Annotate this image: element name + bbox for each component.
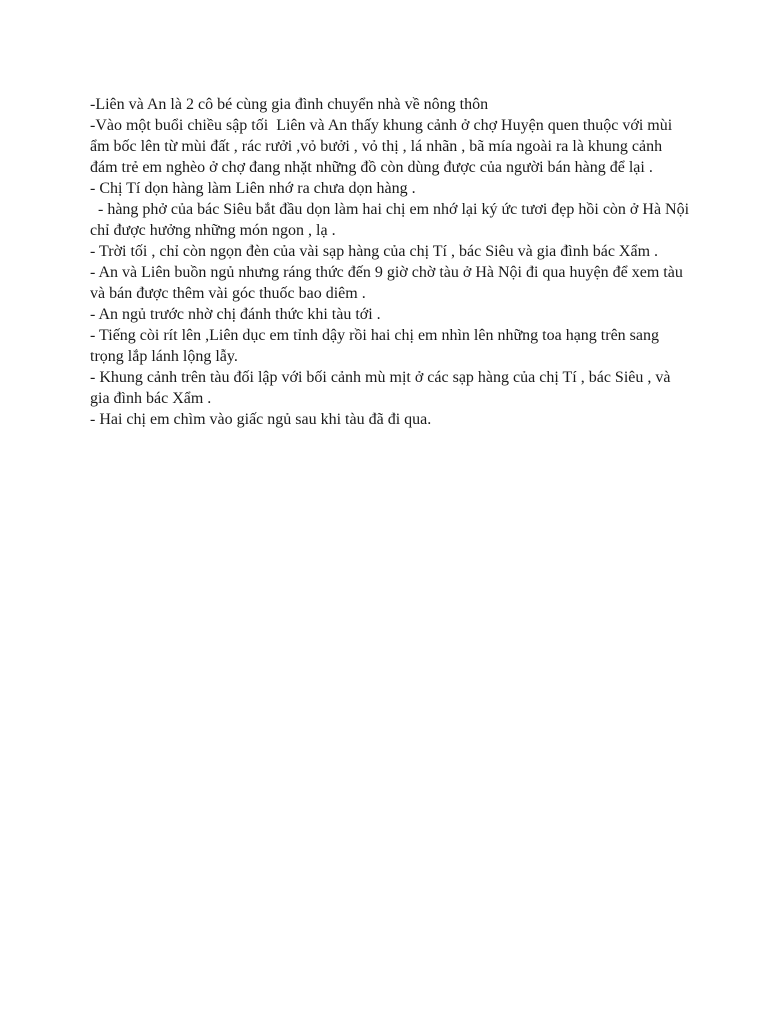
paragraph: - An ngủ trước nhờ chị đánh thức khi tàu tới .	[90, 306, 381, 323]
paragraph: - An và Liên buồn ngủ nhưng ráng thức đến 9 giờ chờ tàu ở Hà Nội đi qua huyện để xem tàu và bán được thêm vài góc thuốc bao diêm .	[90, 264, 687, 302]
paragraph: - Khung cảnh trên tàu đối lập với bối cảnh mù mịt ở các sạp hàng của chị Tí , bác Siêu , và gia đình bác Xẩm .	[90, 369, 675, 407]
paragraph: - Hai chị em chìm vào giấc ngủ sau khi tàu đã đi qua.	[90, 411, 432, 428]
document-body	[90, 94, 694, 430]
paragraph: - Chị Tí dọn hàng làm Liên nhớ ra chưa dọn hàng .	[90, 180, 416, 197]
paragraph: - hàng phở của bác Siêu bắt đầu dọn làm hai chị em nhớ lại ký ức tươi đẹp hồi còn ở Hà Nội chỉ được hưởng những món ngon , lạ .	[90, 201, 694, 239]
paragraph: -Vào một buổi chiều sập tối Liên và An thấy khung cảnh ở chợ Huyện quen thuộc với mùi ẩm bốc lên từ mùi đất , rác rưởi ,vỏ bưởi , vỏ thị , lá nhãn , bã mía ngoài ra là khung cảnh đám trẻ em nghèo ở chợ đang nhặt những đồ còn dùng được của người bán hàng để lại .	[90, 117, 677, 176]
paragraph: - Trời tối , chỉ còn ngọn đèn của vài sạp hàng của chị Tí , bác Siêu và gia đình bác Xẩm .	[90, 243, 659, 260]
paragraph: -Liên và An là 2 cô bé cùng gia đình chuyển nhà về nông thôn	[90, 96, 489, 113]
paragraph: - Tiếng còi rít lên ,Liên dục em tỉnh dậy rồi hai chị em nhìn lên những toa hạng trên sang trọng lắp lánh lộng lẫy.	[90, 327, 663, 365]
